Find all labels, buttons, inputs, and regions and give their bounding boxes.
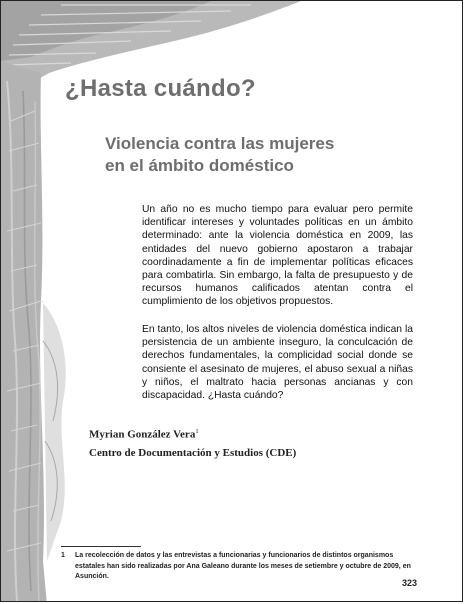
footnote-number: 1 bbox=[61, 552, 65, 559]
author-name bbox=[89, 428, 199, 441]
footnote-text: La recolección de datos y las entrevistas a funcionarias y funcionarios de distintos organismos estatales han sido realizadas por Ana Galeano durante los meses de setiembre y octubre de 2009, en Asunción. bbox=[75, 552, 411, 580]
subtitle-line-2: en el ámbito doméstico bbox=[105, 156, 294, 175]
author-organization: Centro de Documentación y Estudios (CDE) bbox=[89, 447, 297, 459]
author-name-text: Myrian González Vera bbox=[89, 428, 196, 441]
page-title: ¿Hasta cuándo? bbox=[65, 75, 256, 102]
footnote-divider bbox=[61, 546, 141, 547]
subtitle-line-1: Violencia contra las mujeres bbox=[105, 134, 335, 153]
page-subtitle bbox=[105, 133, 405, 177]
second-paragraph: En tanto, los altos niveles de violencia doméstica indican la persistencia de un ambiente inseguro, la conculcación de derechos fundamentales, la complicidad social donde se consiente el asesinato de mujeres, el abuso sexual a niñas y niños, el maltrato hacia personas ancianas y con discapacidad. ¿Hasta cuándo? bbox=[142, 324, 413, 402]
page-number: 323 bbox=[401, 578, 417, 588]
intro-paragraph: Un año no es mucho tiempo para evaluar pero permite identificar intereses y voluntades políticas en un ámbito determinado: ante la violencia doméstica en 2009, las entidades del nuevo gobierno apostaron a trabajar coordinadamente a fin de implementar políticas eficaces para combatirla. Sin embargo, la falta de presupuesto y de recursos humanos calificados atentan contra el cumplimiento de los objetivos propuestos. bbox=[142, 204, 413, 308]
footnote bbox=[61, 551, 421, 583]
author-footnote-mark: 1 bbox=[195, 428, 199, 435]
